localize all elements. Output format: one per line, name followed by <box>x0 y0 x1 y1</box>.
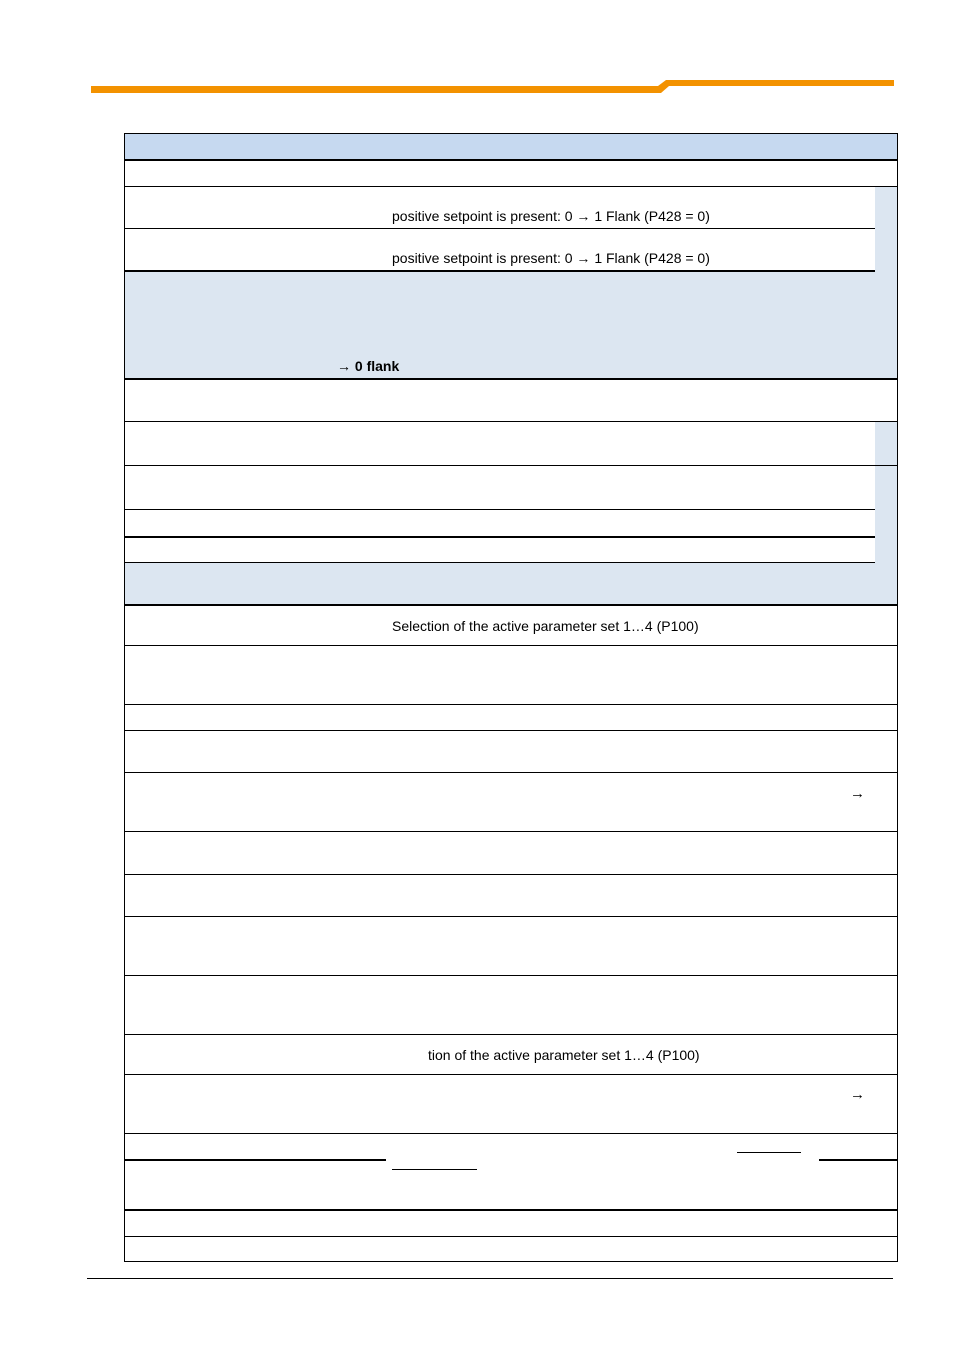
table-rule <box>125 465 897 466</box>
table-cell-text: positive setpoint is present: 0 → 1 Flank (P428 = 0) <box>392 250 710 266</box>
table-rule <box>125 1159 386 1161</box>
table-rule <box>125 1236 897 1237</box>
table-rule <box>125 704 897 705</box>
table-rule <box>125 1261 897 1262</box>
header-accent-stripe <box>91 80 894 93</box>
table-rule <box>125 645 897 646</box>
table-rule <box>125 536 875 538</box>
table-rule <box>125 1209 897 1211</box>
table-rule <box>819 1159 897 1161</box>
table-cell-text: Selection of the active parameter set 1…4 (P100) <box>392 618 699 634</box>
table-rule <box>125 1133 897 1134</box>
shaded-row <box>125 563 897 605</box>
table-rule <box>125 1074 897 1075</box>
table-rule <box>125 975 897 976</box>
table-rule <box>125 228 875 229</box>
table-rule <box>125 831 897 832</box>
table-rule <box>125 730 897 731</box>
footer-rule <box>87 1278 893 1279</box>
shaded-row <box>125 271 897 379</box>
arrow-icon: → <box>850 785 865 802</box>
table-header-row <box>125 133 897 160</box>
table-cell-text: positive setpoint is present: 0 → 1 Flank (P428 = 0) <box>392 208 710 224</box>
table-rule <box>125 186 897 187</box>
table-cell-text: → 0 flank <box>337 358 400 374</box>
underline-fragment <box>392 1169 477 1170</box>
table-rule <box>125 1034 897 1035</box>
shaded-side-column <box>875 466 897 563</box>
table-cell-text: tion of the active parameter set 1…4 (P100) <box>428 1047 700 1063</box>
table-rule <box>125 509 875 510</box>
table-rule <box>125 159 897 161</box>
table-rule <box>125 874 897 875</box>
table-rule <box>125 916 897 917</box>
shaded-side-column <box>875 187 897 271</box>
table-rule <box>125 378 897 380</box>
table-rule <box>125 772 897 773</box>
parameter-table <box>124 133 898 1262</box>
arrow-icon: → <box>850 1086 865 1103</box>
table-rule <box>125 421 897 422</box>
table-rule <box>125 562 875 563</box>
underline-fragment <box>737 1152 801 1153</box>
table-rule <box>125 133 897 134</box>
shaded-side-column <box>875 422 897 466</box>
table-rule <box>125 604 897 606</box>
table-rule <box>125 270 875 272</box>
header-accent-bar <box>0 0 954 100</box>
